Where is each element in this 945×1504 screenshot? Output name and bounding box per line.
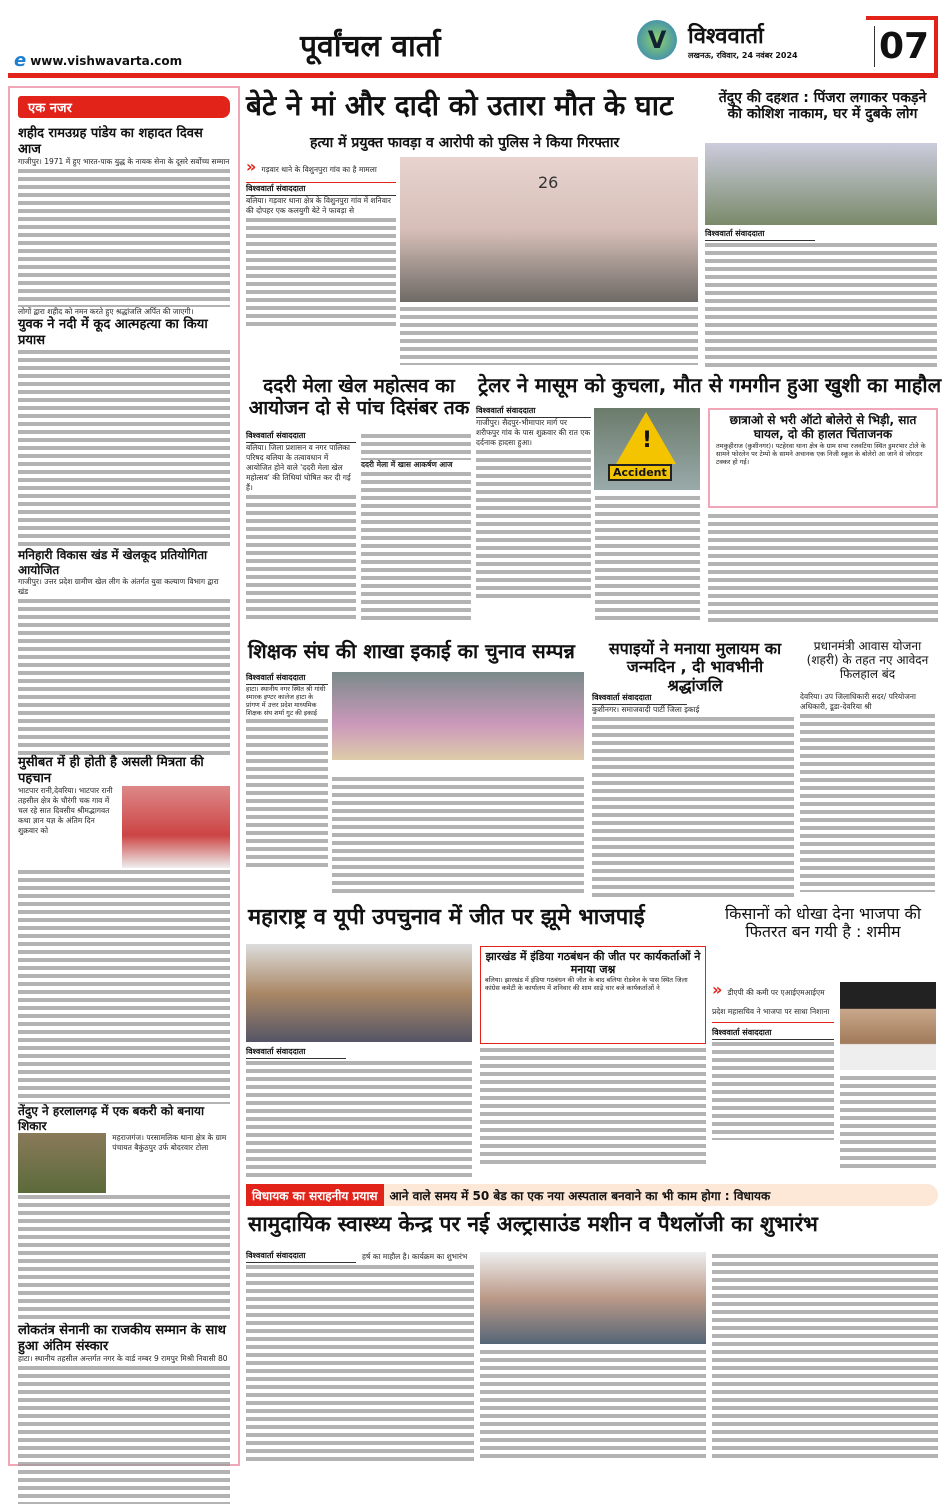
shikshak-group-photo bbox=[332, 672, 584, 760]
bjp-celebration-photo bbox=[246, 944, 472, 1042]
byline: विश्ववार्ता संवाददाता bbox=[592, 692, 687, 705]
health-body-2 bbox=[480, 1348, 706, 1458]
accident-photo: ! Accident bbox=[594, 408, 700, 490]
subheading: ददरी मेला में खास आकर्षण आज bbox=[361, 460, 453, 469]
article-lead: तमकुहीराज (कुशीनगर)। पटहेरवा थाना क्षेत्र के ग्राम सभा रजवटिया स्थित डुमरभार टोले के सामने फोरलेन पर टेम्पो के सामने अचानक एक निजी स्कूल के बोलेरो आ जाने से जोरदार टक्कर हो गई। bbox=[716, 441, 926, 466]
article-lead: भाटपार रानी,देवरिया। भाटपार रानी तहसील क्षेत्र के चौरंगी चक गाव में चल रहे सात दिवसीय श्रीमद्भागवत कथा ज्ञान यज्ञ के अंतिम दिन शुक्रवार को bbox=[18, 786, 113, 836]
awas-headline: प्रधानमंत्री आवास योजना (शहरी) के तहत नए आवेदन फिलहाल बंद bbox=[806, 639, 929, 681]
byline: विश्ववार्ता संवाददाता bbox=[476, 405, 591, 418]
main-headline: बेटे ने मां और दादी को उतारा मौत के घाट bbox=[246, 89, 674, 122]
article-heading: मनिहारी विकास खंड में खेलकूद प्रतियोगिता आयोजित bbox=[18, 548, 208, 577]
bhagwat-katha-photo bbox=[122, 786, 230, 868]
health-body-3 bbox=[712, 1252, 938, 1458]
article-lead: बलिया। झारखंड में इंडिया गठबंधन की जीत के बाद बलिया रोडवेज के पास स्थित जिला कांग्रेस कमेटी के कार्यालय में शनिवार की शाम साढ़े चार बजे कार्यकर्ताओं ने bbox=[485, 976, 688, 993]
bjp-article bbox=[246, 1046, 472, 1181]
leopard-photo bbox=[18, 1133, 106, 1193]
jharkhand-headline: झारखंड में इंडिया गठबंधन की जीत पर कार्यकर्ताओं ने मनाया जश्न bbox=[485, 950, 701, 976]
sapa-article bbox=[592, 692, 794, 900]
article-body bbox=[705, 241, 937, 371]
byline: विश्ववार्ता संवाददाता bbox=[246, 1046, 346, 1059]
shikshak-article bbox=[246, 672, 328, 867]
byline: विश्ववार्ता संवाददाता bbox=[705, 228, 815, 241]
article-body bbox=[18, 1193, 230, 1323]
kisan-article bbox=[712, 980, 834, 1140]
crime-scene-photo: 26 bbox=[400, 157, 698, 302]
shikshak-headline: शिक्षक संघ की शाखा इकाई का चुनाव सम्पन्न bbox=[248, 639, 575, 663]
ek-nazar-column bbox=[8, 86, 240, 1466]
health-article bbox=[246, 1250, 474, 1463]
trailer-headline: ट्रेलर ने मासूम को कुचला, मौत से गमगीन हुआ खुशी का माहौल bbox=[478, 373, 942, 397]
main-subheadline: हत्या में प्रयुक्त फावड़ा व आरोपी को पुलिस ने किया गिरफ्तार bbox=[310, 135, 620, 151]
article-lead: हाटा। स्थानीय नगर स्थित श्री गांधी स्मारक इण्टर कालेज हाटा के प्रांगण में उत्तर प्रदेश माध्यमिक शिक्षक संघ शर्मा गुट की इकाई bbox=[246, 685, 326, 717]
article-lead: गाजीपुर। उत्तर प्रदेश ग्रामीण खेल लीग के अंतर्गत युवा कल्याण विभाग द्वारा खंड bbox=[18, 577, 219, 597]
article-body bbox=[246, 216, 396, 326]
banner-tag: विधायक का सराहनीय प्रयास bbox=[246, 1184, 384, 1206]
leopard-crowd-photo bbox=[705, 143, 937, 225]
article-lead: बलिया। गड़वार थाना क्षेत्र के विशुनपुरा गांव में शनिवार की दोपहर एक कलयुगी बेटे ने फावड़ा से bbox=[246, 196, 391, 215]
article-lead: कुशीनगर। समाजवादी पार्टी जिला इकाई bbox=[592, 705, 700, 714]
header-rule bbox=[8, 73, 938, 78]
article-body bbox=[246, 717, 328, 867]
dateline: लखनऊ, रविवार, 24 नवंबर 2024 bbox=[688, 51, 798, 60]
article-lead: गाजीपुर। सैदपुर-भीमापार मार्ग पर शरीफपुर गांव के पास शुक्रवार की रात एक दर्दनाक हादसा हुआ। bbox=[476, 418, 591, 447]
trailer-article bbox=[476, 405, 591, 598]
article-body bbox=[361, 470, 471, 620]
awas-article bbox=[800, 692, 935, 892]
article-body bbox=[18, 597, 230, 755]
article-body bbox=[246, 493, 356, 623]
health-headline: सामुदायिक स्वास्थ्य केन्द्र पर नई अल्ट्रासाउंड मशीन व पैथलॉजी का शुभारंभ bbox=[248, 1212, 818, 1236]
bjp-headline: महाराष्ट्र व यूपी उपचुनाव में जीत पर झूमे भाजपाई bbox=[248, 905, 645, 930]
article-heading: शहीद रामउग्रह पांडेय का शहादत दिवस आज bbox=[18, 126, 203, 157]
article-body bbox=[246, 1059, 472, 1181]
article-lead: महराजगंज। परसामलिक थाना क्षेत्र के ग्राम पंचायत बैकुंठपुर उर्फ बोदरवार टोला bbox=[112, 1133, 227, 1153]
trailer-body bbox=[595, 494, 700, 624]
article-heading: युवक ने नदी में कूद आत्महत्या का किया प्रयास bbox=[18, 317, 208, 348]
jharkhand-body bbox=[480, 1046, 706, 1168]
brand-name: विश्ववार्ता bbox=[688, 24, 764, 49]
byline: विश्ववार्ता संवाददाता bbox=[246, 672, 328, 685]
shikshak-body bbox=[332, 775, 584, 895]
sapa-headline: सपाइयों ने मनाया मुलायम का जन्मदिन , दी भावभीनी श्रद्धांजलि bbox=[608, 639, 782, 695]
leopard-headline: तेंदुए की दहशत : पिंजरा लगाकर पकड़ने की कोशिश नाकाम, घर में दुबके लोग bbox=[718, 90, 927, 123]
article-lead: देवरिया। उप जिलाधिकारी सदर/ परियोजना अधिकारी, डूडा-देवरिया श्री bbox=[800, 692, 916, 711]
article-body bbox=[18, 868, 230, 1104]
kisan-body bbox=[840, 1074, 936, 1169]
main-pointer: » गड़वार थाने के विशुनपुरा गांव का है मामला विश्ववार्ता संवाददाता बलिया। गड़वार थाना क्षेत्र के विशुनपुरा गांव में शनिवार की दोपहर एक कलयुगी बेटे ने फावड़ा से bbox=[246, 157, 396, 326]
article-body bbox=[246, 1263, 474, 1463]
double-chevron-icon: » bbox=[712, 980, 723, 999]
dadri-article bbox=[246, 430, 356, 623]
byline: विश्ववार्ता संवाददाता bbox=[246, 1250, 356, 1263]
health-banner bbox=[246, 1184, 938, 1206]
article-body bbox=[18, 1364, 230, 1504]
exclamation-icon: ! bbox=[642, 428, 653, 453]
article-lead: हर्ष का माहौल है। कार्यक्रम का शुभारंभ bbox=[362, 1252, 468, 1261]
browser-e-icon: e bbox=[14, 50, 27, 71]
byline: विश्ववार्ता संवाददाता bbox=[246, 183, 396, 196]
inauguration-photo bbox=[480, 1252, 706, 1344]
double-chevron-icon: » bbox=[246, 157, 257, 176]
main-body bbox=[400, 305, 698, 365]
bolero-headline: छात्राओ से भरी ऑटो बोलेरो से भिड़ी, सात घायल, दो की हालत चिंताजनक bbox=[729, 413, 917, 441]
bolero-box bbox=[708, 408, 938, 508]
page-number: 07 bbox=[874, 26, 929, 67]
article-body bbox=[476, 448, 591, 598]
jharkhand-box bbox=[480, 946, 706, 1044]
article-body bbox=[800, 712, 935, 892]
article-heading: तेंदुए ने हरलालगढ़ में एक बकरी को बनाया शिकार bbox=[18, 1104, 205, 1133]
article-lead: गाजीपुर। 1971 में हुए भारत-पाक युद्ध के नायक सेना के दूसरे सर्वोच्च सम्मान bbox=[18, 157, 230, 167]
ek-nazar-label: एक नजर bbox=[18, 96, 230, 118]
article-lead: हाटा। स्थानीय तहसील अन्तर्गत नगर के वार्ड नम्बर 9 रामपुर मिश्री निवासी 80 bbox=[18, 1354, 228, 1364]
leopard-article bbox=[705, 228, 937, 371]
article-body bbox=[18, 348, 230, 548]
banner-text: आने वाले समय में 50 बेड का एक नया अस्पताल बनवाने का भी काम होगा : विधायक bbox=[389, 1188, 771, 1203]
article-body bbox=[592, 715, 794, 900]
byline: विश्ववार्ता संवाददाता bbox=[246, 430, 356, 443]
bolero-body bbox=[708, 512, 938, 624]
kisan-headline: किसानों को धोखा देना भाजपा की फितरत बन गयी है : शमीम bbox=[725, 904, 921, 942]
page-number-box bbox=[866, 16, 938, 74]
article-heading: मुसीबत में ही होती है असली मित्रता की पहचान bbox=[18, 755, 204, 786]
brand-logo-icon: V bbox=[637, 20, 677, 60]
article-lead: लोगों द्वारा शहीद को नमन करते हुए श्रद्धांजलि अर्पित की जाएगी। bbox=[18, 307, 194, 317]
article-lead: बलिया। जिला प्रशासन व नगर पालिका परिषद बलिया के तत्वावधान में आयोजित होने वाले 'ददरी मेला खेल महोत्सव' की तिथियां घोषित कर दी गई हैं। bbox=[246, 443, 351, 492]
article-body bbox=[361, 432, 471, 460]
byline: विश्ववार्ता संवाददाता bbox=[712, 1027, 834, 1040]
dadri-article-col2 bbox=[361, 432, 471, 620]
article-body bbox=[18, 167, 230, 307]
article-body bbox=[712, 1040, 834, 1140]
website[interactable]: e www.vishwavarta.com bbox=[14, 50, 183, 71]
article-heading: लोकतंत्र सेनानी का राजकीय सम्मान के साथ हुआ अंतिम संस्कार bbox=[18, 1323, 226, 1354]
shamim-portrait bbox=[840, 982, 936, 1070]
section-title: पूर्वांचल वार्ता bbox=[300, 29, 441, 64]
pointer-text: डीएपी की कमी पर एआईएमआईएम प्रदेश महासचिव ने भाजपा पर साधा निशाना bbox=[712, 988, 830, 1016]
dadri-headline: ददरी मेला खेल महोत्सव का आयोजन दो से पांच दिसंबर तक bbox=[248, 375, 470, 419]
